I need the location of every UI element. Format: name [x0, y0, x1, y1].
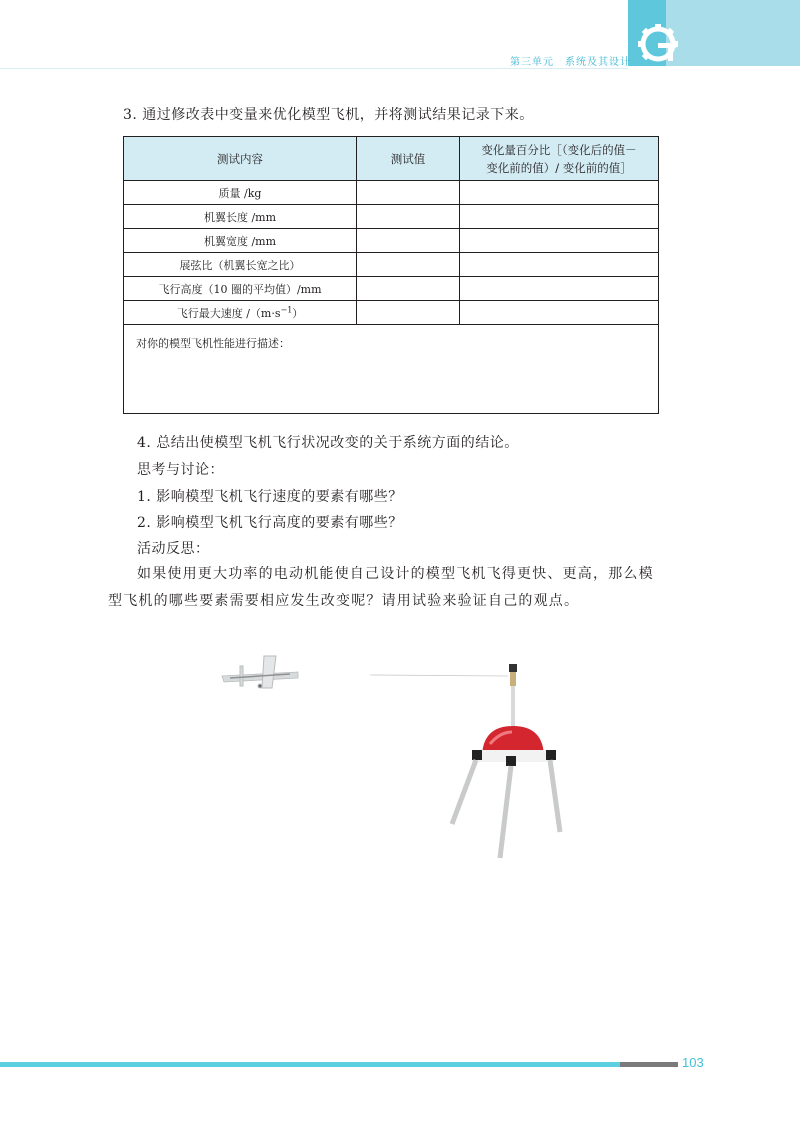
reflection-heading: 活动反思：	[137, 541, 210, 557]
header-test-value: 测试值	[357, 137, 460, 181]
table-row	[124, 253, 659, 277]
tripod-stand	[452, 664, 560, 858]
description-cell[interactable]	[124, 325, 659, 414]
row-label: 机翼宽度 /mm	[124, 229, 357, 253]
footer-bar	[0, 1062, 620, 1067]
header-change-percent: 变化量百分比［（变化后的值－ 变化前的值）/ 变化前的值］	[460, 137, 659, 181]
discussion-question-1: 1. 影响模型飞机飞行速度的要素有哪些？	[137, 489, 403, 505]
value-cell[interactable]	[357, 277, 460, 301]
value-cell[interactable]	[357, 229, 460, 253]
header-test-content: 测试内容	[124, 137, 357, 181]
table-row	[124, 181, 659, 205]
reflection-line-2: 型飞机的哪些要素需要相应发生改变呢？请用试验来验证自己的观点。	[108, 593, 580, 609]
row-label: 质量 /kg	[124, 181, 357, 205]
change-cell[interactable]	[460, 301, 659, 325]
change-cell[interactable]	[460, 229, 659, 253]
change-cell[interactable]	[460, 205, 659, 229]
page-number: 103	[682, 1055, 704, 1070]
step-4-text: 4. 总结出使模型飞机飞行状况改变的关于系统方面的结论。	[137, 435, 519, 451]
table-row	[124, 301, 659, 325]
gear-logo-icon	[636, 22, 680, 66]
table-row	[124, 277, 659, 301]
description-prompt: 对你的模型飞机性能进行描述：	[136, 337, 290, 350]
change-cell[interactable]	[460, 253, 659, 277]
footer-grey-bar	[620, 1062, 678, 1067]
value-cell[interactable]	[357, 181, 460, 205]
reflection-line-1: 如果使用更大功率的电动机能使自己设计的模型飞机飞得更快、更高，那么模	[137, 566, 654, 582]
model-plane-tether-photo	[210, 648, 570, 878]
description-row	[124, 325, 659, 414]
test-results-table	[123, 136, 659, 414]
change-cell[interactable]	[460, 277, 659, 301]
discussion-question-2: 2. 影响模型飞机飞行高度的要素有哪些？	[137, 515, 403, 531]
model-airplane-icon	[222, 656, 298, 688]
step-3-text: 3. 通过修改表中变量来优化模型飞机，并将测试结果记录下来。	[123, 107, 534, 123]
value-cell[interactable]	[357, 205, 460, 229]
row-label: 机翼长度 /mm	[124, 205, 357, 229]
value-cell[interactable]	[357, 301, 460, 325]
table-header-row	[124, 137, 659, 181]
discussion-heading: 思考与讨论：	[137, 462, 224, 478]
table-row	[124, 205, 659, 229]
row-label: 飞行高度（10 圈的平均值）/mm	[124, 277, 357, 301]
header-divider	[0, 68, 628, 69]
value-cell[interactable]	[357, 253, 460, 277]
row-label: 飞行最大速度 $/(m\cdot s^{-1})$	[124, 301, 357, 325]
change-cell[interactable]	[460, 181, 659, 205]
unit-title: 第三单元 系统及其设计	[510, 57, 631, 68]
table-row	[124, 229, 659, 253]
row-label: 展弦比（机翼长宽之比）	[124, 253, 357, 277]
